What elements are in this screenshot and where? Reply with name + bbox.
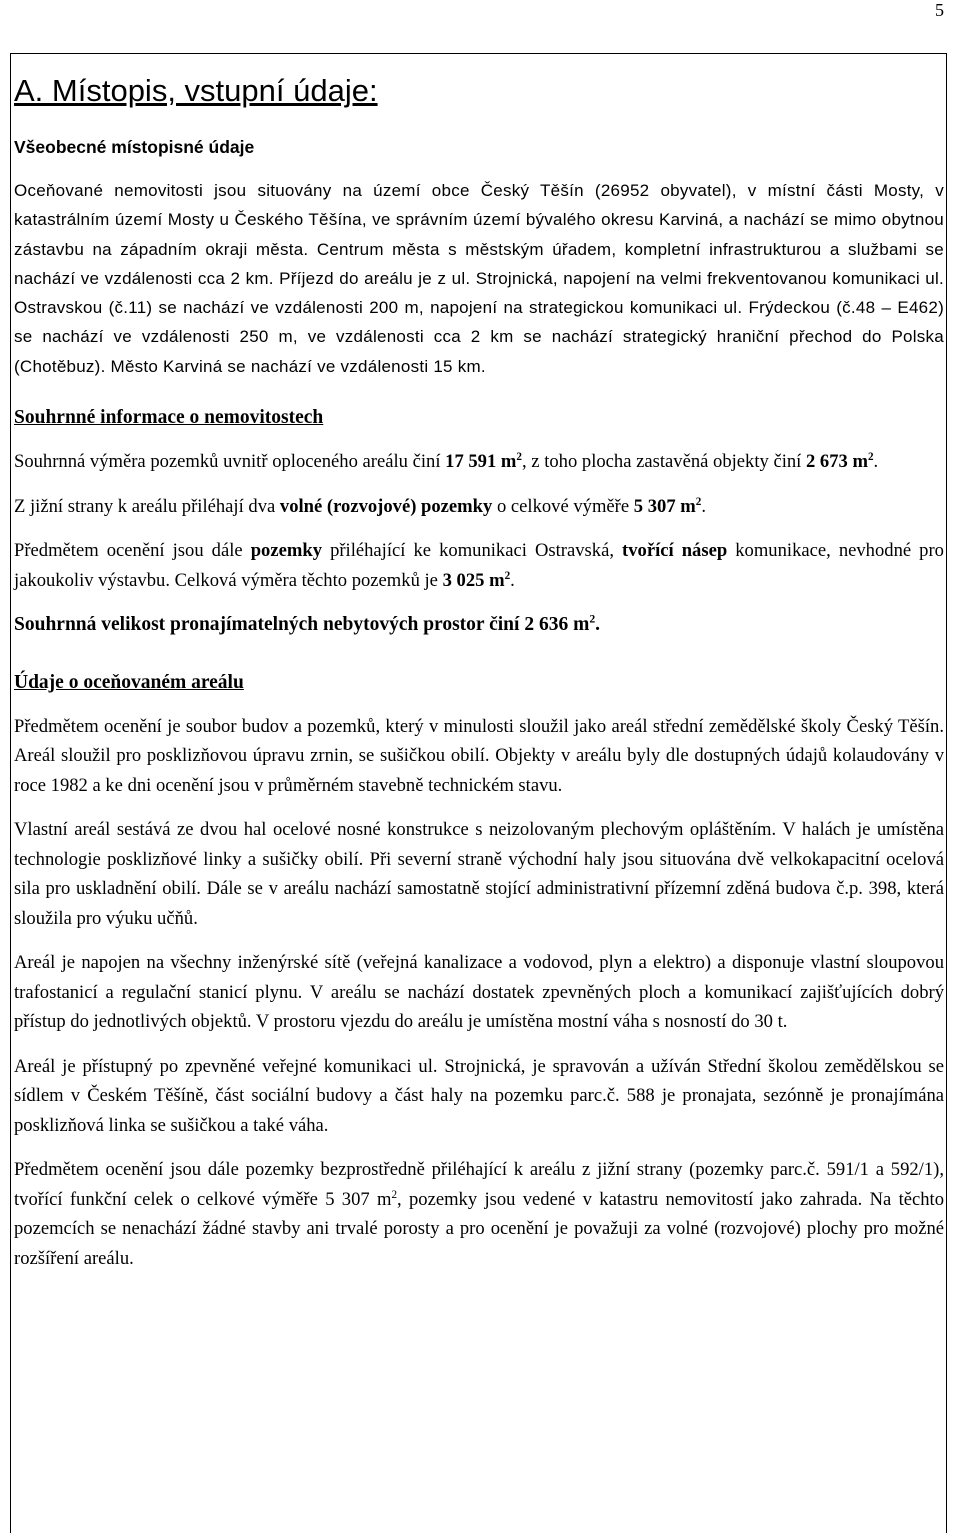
paragraph-site-2: Vlastní areál sestává ze dvou hal ocelové nosné konstrukce s neizolovaným plechovým opláštěním. V halách je umístěna technologie posklizňové linky a sušičky obilí. Při severní straně východní haly jsou situována dvě velkokapacitní ocelová sila pro uskladnění obilí. Dále se v areálu nachází samostatně stojící administrativní přízemní zděná budova č.p. 398, která sloužila pro výuku učňů. xyxy=(14,819,944,929)
paragraph-site-5: Předmětem ocenění jsou dále pozemky bezprostředně přiléhající k areálu z jižní strany (pozemky parc.č. 591/1 a 592/1), tvořící funkční celek o celkové výměře 5 307 $m^2$, pozemky jsou vedené v katastru nemovitostí jako zahrada. Na těchto pozemcích se nenachází žádné stavby ani trvalé porosty a pro ocenění je považuji za volné (rozvojové) plochy pro možné rozšíření areálu. xyxy=(14,1159,945,1269)
paragraph-site-4: Areál je přístupný po zpevněné veřejné komunikaci ul. Strojnická, je spravován a užíván Střední školou zemědělskou se sídlem v Českém Těšíně, část sociální budovy a část haly na pozemku parc.č. 588 je pronajata, sezónně je pronajímána posklizňová linka se sušičkou a také váha. xyxy=(14,1055,944,1136)
paragraph-development-plots: Z jižní strany k areálu přiléhají dva volné (rozvojové) pozemky o celkové výměře 5 307 $m^2$. xyxy=(14,495,706,517)
section-heading-site: Údaje o oceňovaném areálu xyxy=(14,671,244,693)
paragraph-rentable-space: Souhrnná velikost pronajímatelných nebytových prostor činí 2 636 $m^2$. xyxy=(14,612,601,636)
paragraph-location: Oceňované nemovitosti jsou situovány na území obce Český Těšín (26952 obyvatel), v místní části Mosty, v katastrálním území Mosty u Českého Těšína, ve správním území bývalého okresu Karviná, a nachází se mimo obytnou zástavbu na západním okraji města. Centrum města s městským úřadem, kompletní infrastrukturou a službami se nachází ve vzdálenosti cca 2 km. Příjezd do areálu je z ul. Strojnická, napojení na velmi frekventovanou komunikaci ul. Ostravskou (č.11) se nachází ve vzdálenosti 200 m, napojení na strategickou komunikaci ul. Frýdeckou (č.48 – E462) se nachází ve vzdálenosti 250 m, ve vzdálenosti cca 2 km se nachází strategický hraniční přechod do Polska (Chotěbuz). Město Karviná se nachází ve vzdálenosti 15 km. xyxy=(14,181,944,376)
chapter-title: A. Místopis, vstupní údaje: xyxy=(14,73,378,108)
paragraph-embankment-plots: Předmětem ocenění jsou dále pozemky přiléhající ke komunikaci Ostravská, tvořící násep komunikace, nevhodné pro jakoukoliv výstavbu. Celková výměra těchto pozemků je 3 025 $m^2$. xyxy=(14,540,944,591)
paragraph-area-total: Souhrnná výměra pozemků uvnitř oploceného areálu činí 17 591 $m^2$, z toho plocha zastavěná objekty činí 2 673 $m^2$. xyxy=(14,450,879,473)
section-heading-general: Všeobecné místopisné údaje xyxy=(14,137,255,157)
page-frame xyxy=(10,53,947,1533)
section-heading-summary: Souhrnné informace o nemovitostech xyxy=(14,407,324,429)
paragraph-site-3: Areál je napojen na všechny inženýrské sítě (veřejná kanalizace a vodovod, plyn a elektro) a disponuje vlastní sloupovou trafostanicí a regulační stanicí plynu. V areálu se nachází dostatek zpevněných ploch a komunikací zajišťujících dobrý přístup do jednotlivých objektů. V prostoru vjezdu do areálu je umístěna mostní váha s nosností do 30 t. xyxy=(14,952,944,1033)
page-number: 5 xyxy=(935,0,944,20)
paragraph-site-1: Předmětem ocenění je soubor budov a pozemků, který v minulosti sloužil jako areál střední zemědělské školy Český Těšín. Areál sloužil pro posklizňovou úpravu zrnin, se sušičkou obilí. Objekty v areálu byly dle dostupných údajů kolaudovány v roce 1982 a ke dni ocenění jsou v průměrném stavebně technickém stavu. xyxy=(14,715,944,796)
